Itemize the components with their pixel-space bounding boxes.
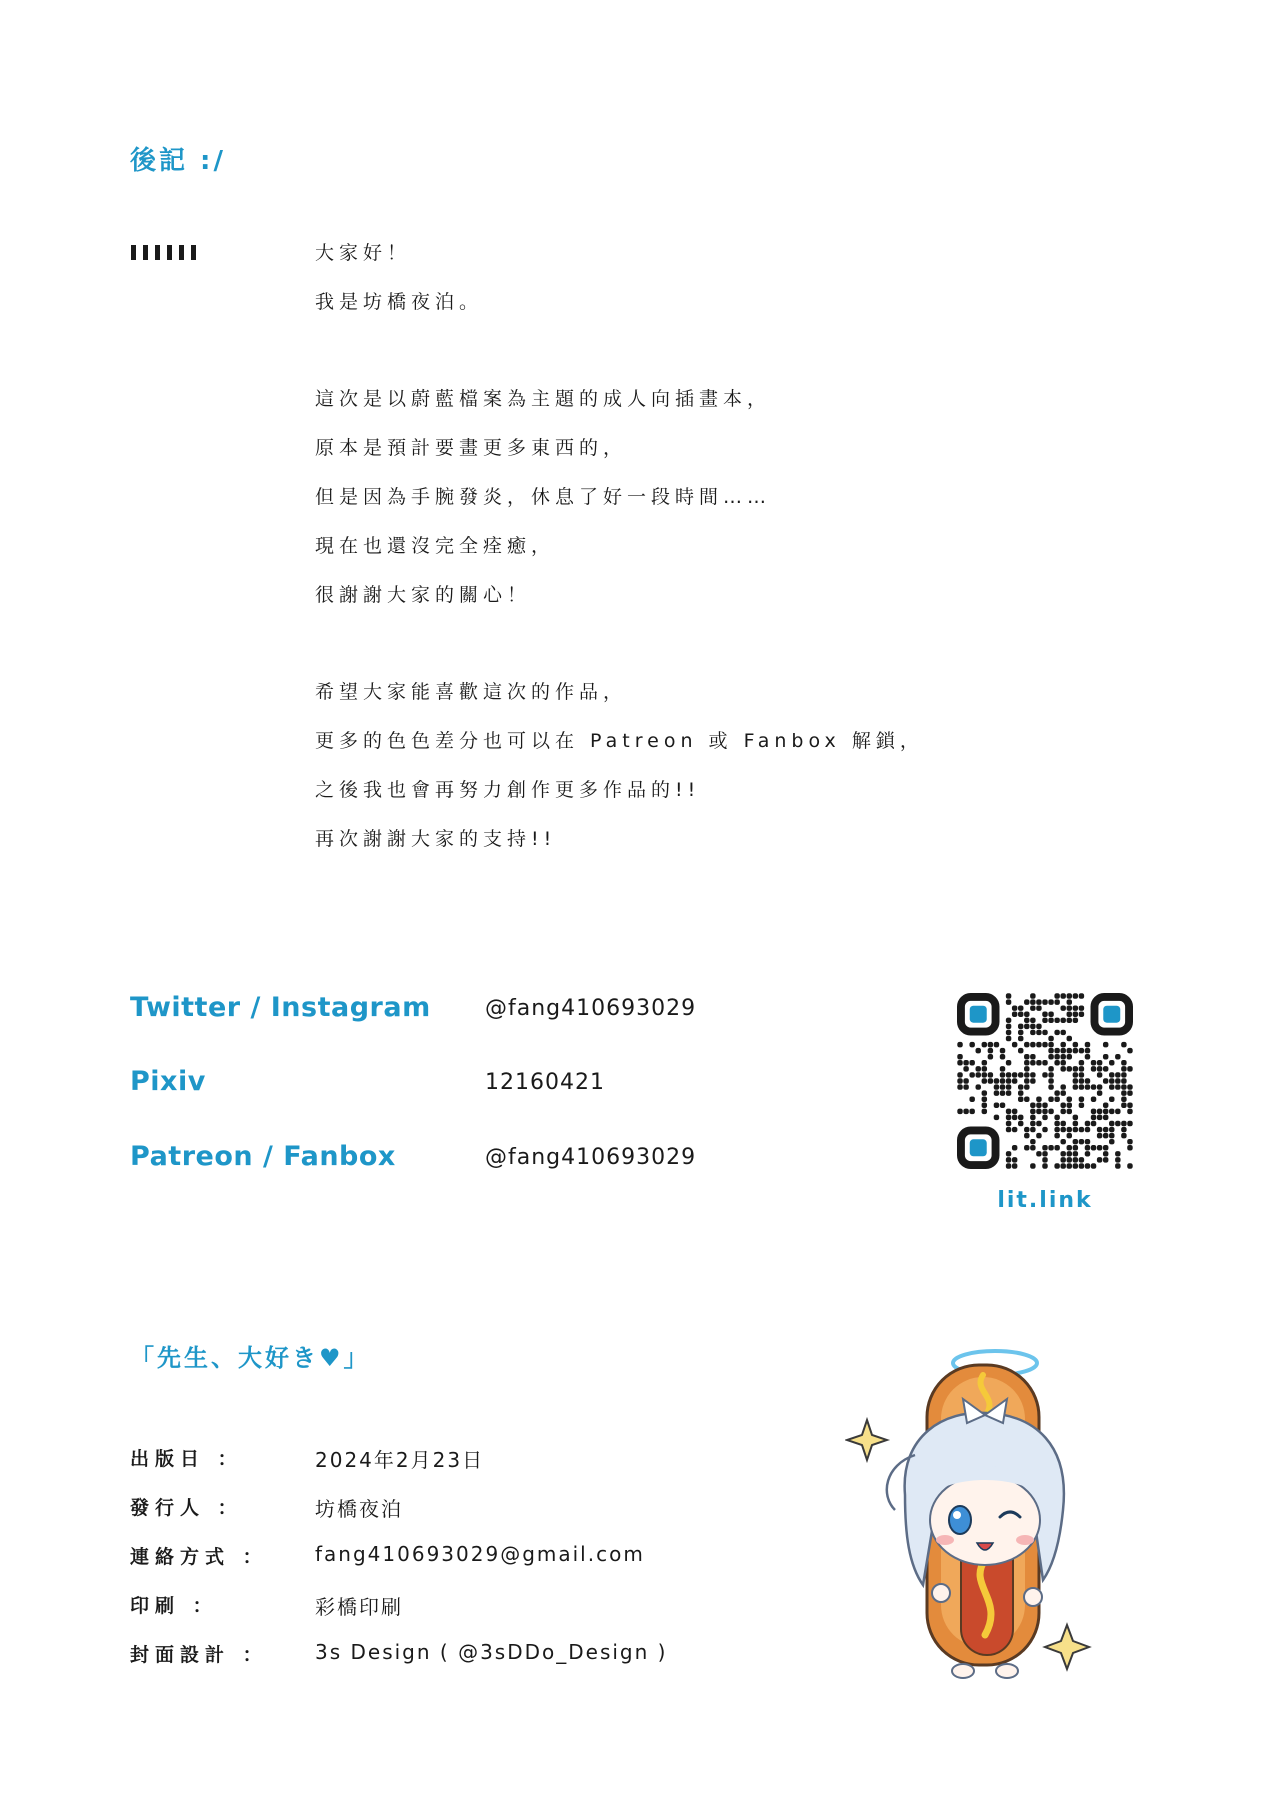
info-value: 彩橋印刷 [315, 1595, 403, 1619]
qr-caption[interactable]: lit.link [997, 1188, 1093, 1213]
social-label: Patreon / Fanbox [130, 1141, 396, 1172]
message-line: 我是坊橋夜泊。 [315, 291, 484, 313]
info-value: 2024年2月23日 [315, 1448, 485, 1472]
message-line: 更多的色色差分也可以在 Patreon 或 Fanbox 解鎖， [315, 730, 924, 752]
sparkle-icon [1045, 1625, 1089, 1669]
sparkle-icon [847, 1420, 887, 1460]
social-handle[interactable]: @fang410693029 [485, 1145, 697, 1170]
info-value: 坊橋夜泊 [315, 1497, 403, 1521]
afterword-message [315, 240, 1075, 875]
social-label: Twitter / Instagram [130, 992, 431, 1023]
social-row-twitter-instagram [130, 992, 750, 1032]
book-title: 「先生、大好き♥」 [130, 1344, 371, 1372]
message-line: 再次謝謝大家的支持!! [315, 828, 557, 850]
info-label: 連絡方式 ： [130, 1546, 268, 1568]
info-value: 3s Design ( @3sDDo_Design ) [315, 1640, 668, 1664]
info-label: 封面設計 ： [130, 1644, 268, 1666]
social-row-patreon-fanbox [130, 1141, 750, 1181]
qr-code-icon[interactable] [957, 993, 1133, 1169]
info-label: 印刷 ： [130, 1595, 218, 1617]
chibi-hotdog-mascot [845, 1335, 1105, 1695]
social-handle[interactable]: @fang410693029 [485, 996, 697, 1021]
info-label: 出版日 ： [130, 1448, 243, 1470]
info-label: 發行人 ： [130, 1497, 243, 1519]
message-line: 希望大家能喜歡這次的作品， [315, 681, 628, 703]
message-line: 大家好！ [315, 242, 412, 264]
message-line: 很謝謝大家的關心！ [315, 584, 532, 606]
message-line: 現在也還沒完全痊癒， [315, 535, 556, 557]
message-line: 這次是以蔚藍檔案為主題的成人向插畫本， [315, 388, 772, 410]
afterword-title: 後記 :/ [130, 146, 226, 176]
message-line: 原本是預計要畫更多東西的， [315, 437, 628, 459]
message-line: 之後我也會再努力創作更多作品的!! [315, 779, 701, 801]
social-label: Pixiv [130, 1066, 206, 1097]
message-line: 但是因為手腕發炎，休息了好一段時間…… [315, 486, 772, 508]
tick-marks [131, 245, 196, 260]
contact-email[interactable]: fang410693029@gmail.com [315, 1542, 645, 1566]
social-row-pixiv [130, 1066, 750, 1106]
social-handle[interactable]: 12160421 [485, 1070, 605, 1095]
